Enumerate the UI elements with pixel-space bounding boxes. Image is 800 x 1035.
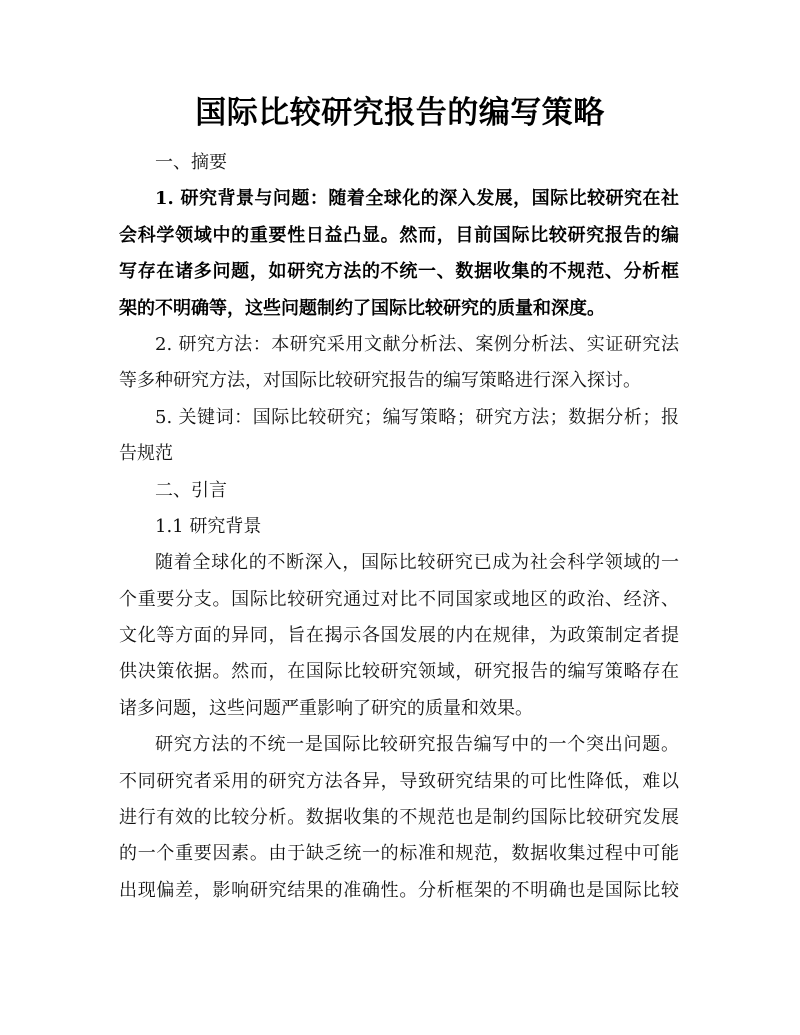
document-title: 国际比较研究报告的编写策略: [195, 95, 605, 131]
methods-paragraph-line: 的一个重要因素。由于缺乏统一的标准和规范，数据收集过程中可能: [119, 843, 679, 865]
introduction-paragraph-line: 随着全球化的不断深入，国际比较研究已成为社会科学领域的一: [155, 552, 679, 574]
document-body: [119, 145, 679, 909]
abstract-background-line: 写存在诸多问题，如研究方法的不统一、数据收集的不规范、分析框: [119, 261, 679, 283]
introduction-paragraph-line: 诸多问题，这些问题严重影响了研究的质量和效果。: [119, 697, 533, 719]
methods-paragraph-line: 出现偏差，影响研究结果的准确性。分析框架的不明确也是国际比较: [119, 879, 679, 901]
methods-paragraph-line: 不同研究者采用的研究方法各异，导致研究结果的可比性降低，难以: [119, 770, 679, 792]
section-heading-abstract: 一、摘要: [155, 152, 227, 173]
abstract-background-line: 架的不明确等，这些问题制约了国际比较研究的质量和深度。: [119, 297, 605, 319]
abstract-method-line: 等多种研究方法，对国际比较研究报告的编写策略进行深入探讨。: [119, 370, 641, 392]
methods-paragraph-line: 研究方法的不统一是国际比较研究报告编写中的一个突出问题。: [155, 734, 679, 756]
abstract-background-line: 会科学领域中的重要性日益凸显。然而，目前国际比较研究报告的编: [119, 224, 679, 246]
abstract-method-line: 2. 研究方法：本研究采用文献分析法、案例分析法、实证研究法: [155, 333, 679, 355]
methods-paragraph-line: 进行有效的比较分析。数据收集的不规范也是制约国际比较研究发展: [119, 807, 679, 829]
introduction-paragraph-line: 文化等方面的异同，旨在揭示各国发展的内在规律，为政策制定者提: [119, 625, 679, 647]
section-heading-introduction: 二、引言: [155, 479, 227, 501]
introduction-paragraph-line: 个重要分支。国际比较研究通过对比不同国家或地区的政治、经济、: [119, 588, 679, 610]
abstract-background-line: 1. 研究背景与问题：随着全球化的深入发展，国际比较研究在社: [155, 188, 679, 210]
introduction-paragraph-line: 供决策依据。然而，在国际比较研究领域，研究报告的编写策略存在: [119, 661, 679, 683]
keywords-line: 告规范: [119, 443, 173, 465]
subsection-heading-background: 1.1 研究背景: [155, 515, 262, 537]
keywords-line: 5. 关键词：国际比较研究；编写策略；研究方法；数据分析；报: [155, 406, 679, 428]
